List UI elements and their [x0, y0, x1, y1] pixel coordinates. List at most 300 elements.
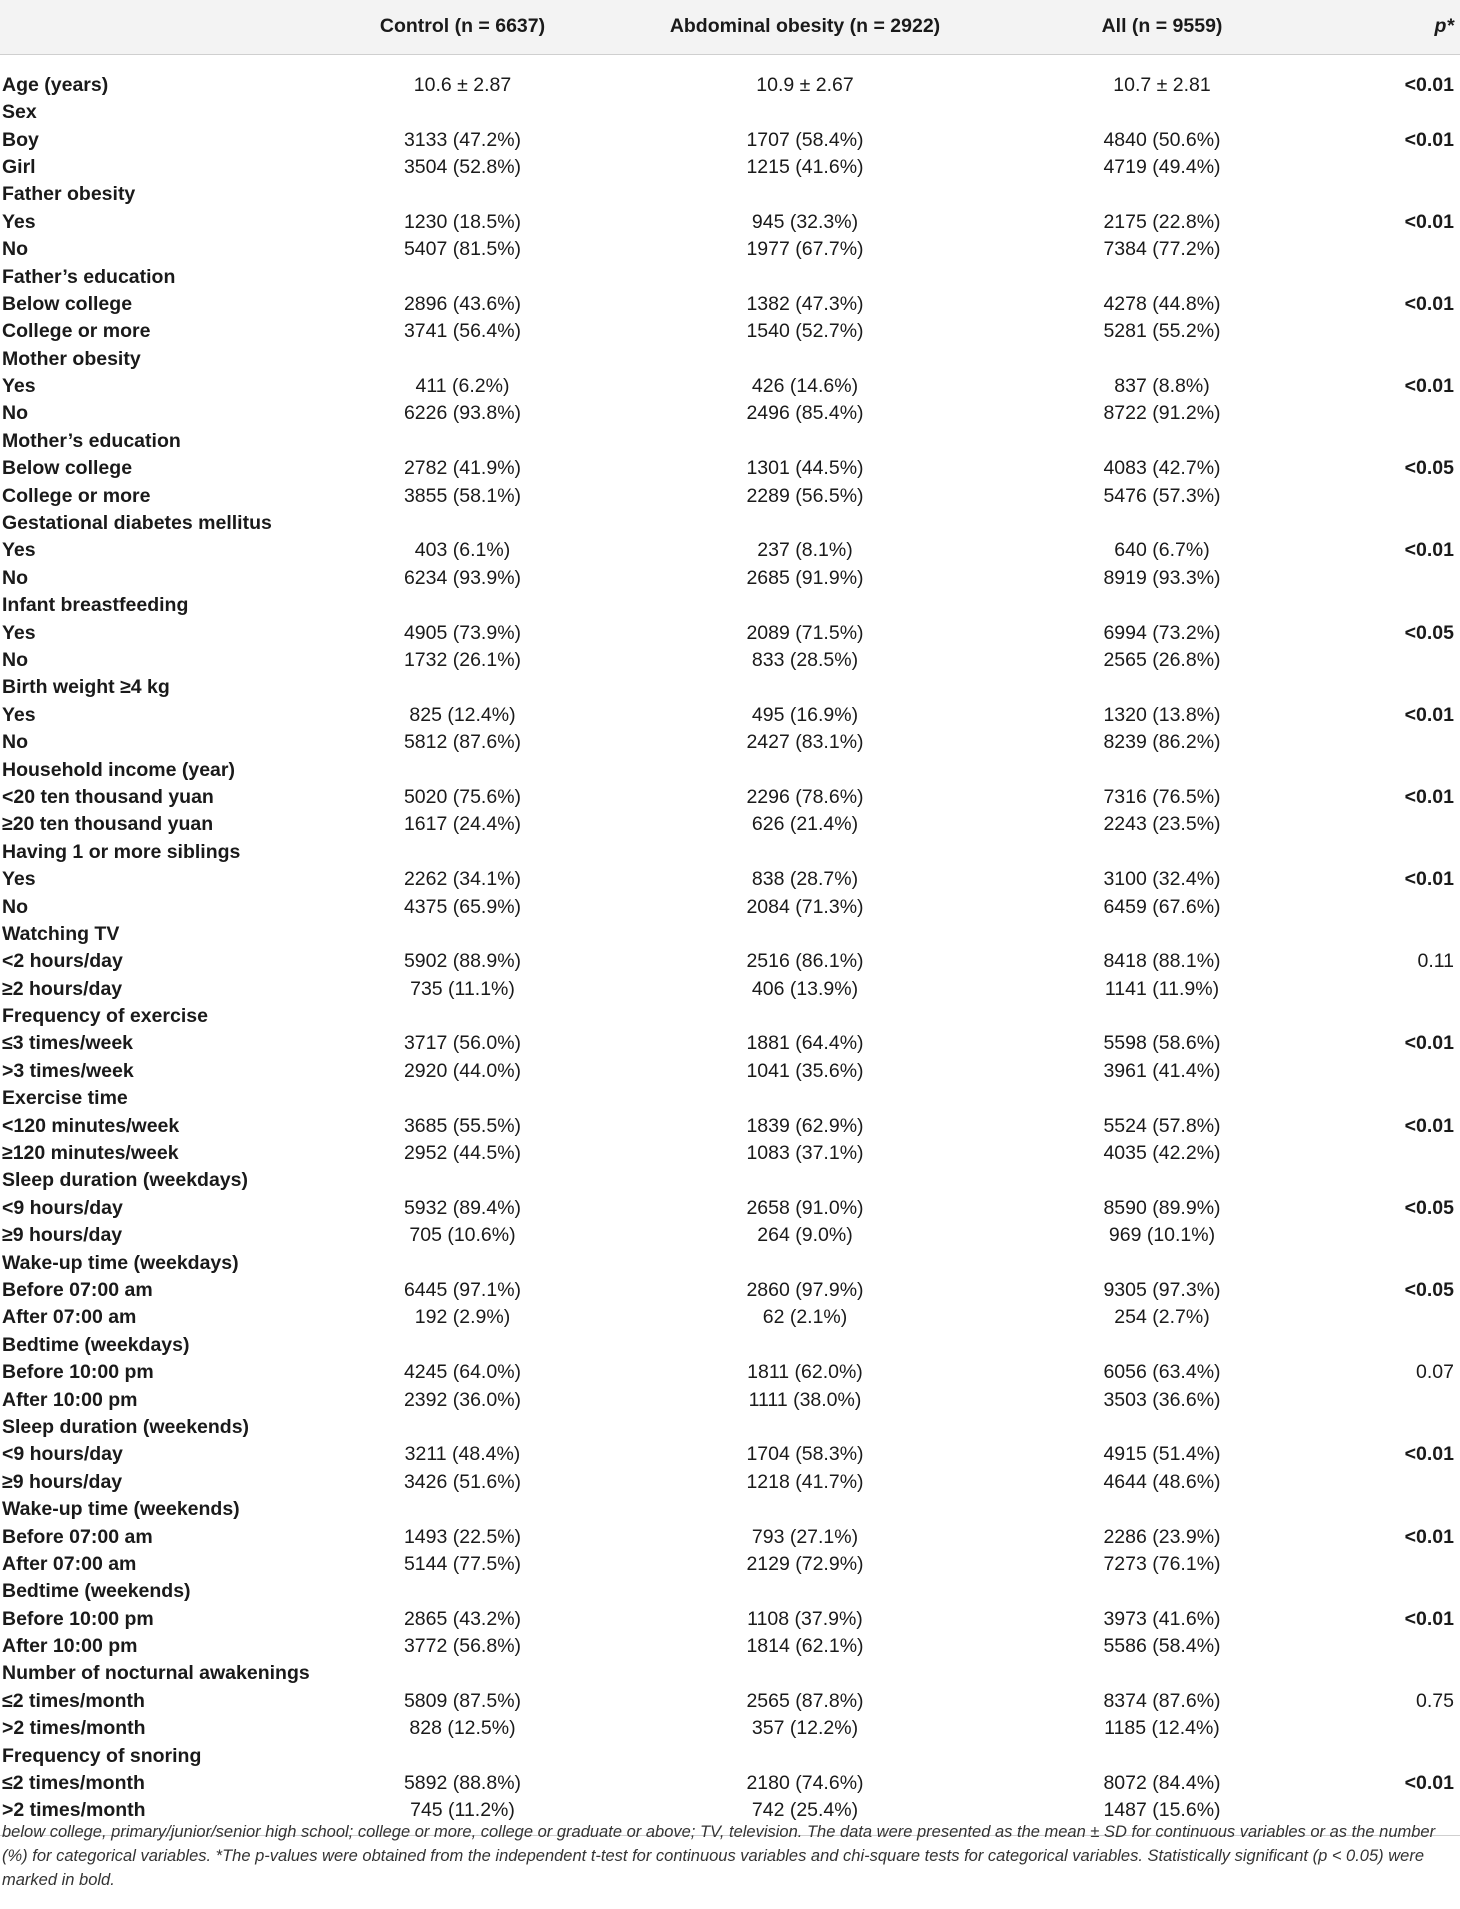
- row-label: Below college: [2, 457, 133, 480]
- row-label: <120 minutes/week: [2, 1114, 180, 1137]
- row-label: Number of nocturnal awakenings: [2, 1662, 310, 1685]
- cell-all: [1015, 1578, 1309, 1605]
- cell-p-value: [1309, 263, 1460, 290]
- row-label: ≥9 hours/day: [2, 1470, 123, 1493]
- cell-all: [1015, 1496, 1309, 1523]
- header-variable: [0, 0, 330, 54]
- table-row: [0, 1523, 1460, 1550]
- cell-control: 5144 (77.5%): [403, 1552, 522, 1575]
- row-label: ≥2 hours/day: [2, 977, 123, 1000]
- row-label: Sleep duration (weekdays): [2, 1169, 248, 1192]
- cell-control: 3211 (48.4%): [404, 1443, 521, 1466]
- row-label: Boy: [2, 128, 39, 151]
- row-label: Yes: [2, 703, 36, 726]
- cell-p-value: [1309, 510, 1460, 537]
- table-row: [0, 537, 1460, 564]
- table-row: [0, 1469, 1460, 1496]
- cell-p-value: [1309, 318, 1460, 345]
- table-body: [0, 54, 1460, 1835]
- table-footnote: below college, primary/junior/senior high school; college or more, college or graduate or above; TV, television. The data were presented as the mean ± SD for continuous variables or as the number (%) for categorical variables. *The p-values were obtained from the independent t-test for continuous variables and chi-square tests for categorical variables. Statistically significant (p < 0.05) were marked in bold.: [2, 1823, 1436, 1889]
- table-row: [0, 1633, 1460, 1660]
- cell-abdominal-obesity: 2516 (86.1%): [746, 950, 864, 973]
- cell-p-value: [1309, 811, 1460, 838]
- cell-abdominal-obesity: 10.9 ± 2.67: [756, 74, 854, 97]
- cell-all: 640 (6.7%): [1114, 539, 1210, 562]
- cell-all: [1015, 1742, 1309, 1769]
- row-label: Yes: [2, 621, 36, 644]
- cell-p-value: [1309, 1742, 1460, 1769]
- table-row: [0, 1688, 1460, 1715]
- cell-all: 4083 (42.7%): [1103, 457, 1221, 480]
- cell-p-value: [1309, 1578, 1460, 1605]
- row-label: After 10:00 pm: [2, 1388, 138, 1411]
- cell-p-value: [1309, 400, 1460, 427]
- table-row: [0, 839, 1460, 866]
- cell-abdominal-obesity: [595, 1496, 1015, 1523]
- cell-all: 8072 (84.4%): [1103, 1772, 1221, 1795]
- cell-p-value: <0.01: [1404, 703, 1454, 726]
- cell-all: 4278 (44.8%): [1103, 292, 1221, 315]
- table-row: [0, 1414, 1460, 1441]
- cell-all: 4840 (50.6%): [1103, 128, 1221, 151]
- cell-p-value: 0.07: [1416, 1361, 1454, 1384]
- table-row: [0, 263, 1460, 290]
- cell-abdominal-obesity: 2685 (91.9%): [746, 566, 864, 589]
- row-label: Infant breastfeeding: [2, 594, 189, 617]
- cell-p-value: [1309, 428, 1460, 455]
- cell-all: 7384 (77.2%): [1103, 238, 1221, 261]
- table-row: [0, 866, 1460, 893]
- cell-abdominal-obesity: [595, 756, 1015, 783]
- cell-p-value: <0.01: [1404, 1772, 1454, 1795]
- cell-all: [1015, 1085, 1309, 1112]
- row-label: Yes: [2, 539, 36, 562]
- header-row: [0, 0, 1460, 54]
- row-label: Sex: [2, 101, 37, 124]
- cell-control: 5932 (89.4%): [403, 1196, 522, 1219]
- cell-abdominal-obesity: 237 (8.1%): [757, 539, 853, 562]
- table-row: [0, 209, 1460, 236]
- row-label: College or more: [2, 484, 151, 507]
- cell-p-value: [1309, 1633, 1460, 1660]
- cell-abdominal-obesity: [595, 1414, 1015, 1441]
- cell-abdominal-obesity: 2129 (72.9%): [746, 1552, 864, 1575]
- row-label: Sleep duration (weekends): [2, 1415, 250, 1438]
- table-row: [0, 893, 1460, 920]
- cell-p-value: [1309, 1003, 1460, 1030]
- header-all: All (n = 9559): [1015, 0, 1309, 54]
- cell-p-value: [1309, 1167, 1460, 1194]
- cell-all: 2565 (26.8%): [1103, 649, 1221, 671]
- cell-p-value: [1309, 99, 1460, 126]
- row-label: Watching TV: [2, 922, 120, 945]
- cell-all: 2286 (23.9%): [1103, 1525, 1221, 1548]
- row-label: <9 hours/day: [2, 1196, 123, 1219]
- cell-abdominal-obesity: [595, 99, 1015, 126]
- cell-control: [330, 1660, 595, 1687]
- cell-control: 3855 (58.1%): [403, 484, 522, 507]
- table-header: [0, 0, 1460, 54]
- cell-all: [1015, 839, 1309, 866]
- table-row: [0, 400, 1460, 427]
- table-row: [0, 1085, 1460, 1112]
- cell-all: [1015, 1660, 1309, 1687]
- cell-abdominal-obesity: 1977 (67.7%): [746, 238, 864, 261]
- cell-p-value: <0.01: [1404, 1607, 1454, 1630]
- cell-control: [330, 1496, 595, 1523]
- table-row: [0, 154, 1460, 181]
- cell-all: [1015, 921, 1309, 948]
- cell-control: [330, 263, 595, 290]
- table-row: [0, 1195, 1460, 1222]
- table-row: [0, 1770, 1460, 1797]
- cell-abdominal-obesity: 945 (32.3%): [751, 210, 859, 233]
- cell-all: [1015, 346, 1309, 373]
- row-label: Mother’s education: [2, 429, 181, 452]
- cell-p-value: [1309, 1140, 1460, 1167]
- cell-abdominal-obesity: 742 (25.4%): [595, 1797, 1015, 1835]
- cell-p-value: <0.01: [1404, 1114, 1454, 1137]
- cell-abdominal-obesity: 793 (27.1%): [751, 1525, 859, 1548]
- table-row: [0, 1551, 1460, 1578]
- cell-p-value: <0.05: [1404, 1278, 1454, 1301]
- cell-abdominal-obesity: [595, 592, 1015, 619]
- cell-abdominal-obesity: 2084 (71.3%): [746, 895, 864, 918]
- row-label: Below college: [2, 292, 133, 315]
- row-label: <20 ten thousand yuan: [2, 785, 214, 808]
- row-label: Before 07:00 am: [2, 1525, 153, 1548]
- cell-abdominal-obesity: 2565 (87.8%): [746, 1689, 864, 1712]
- cell-p-value: <0.01: [1404, 128, 1454, 151]
- cell-abdominal-obesity: 1707 (58.4%): [746, 128, 864, 151]
- cell-p-value: [1309, 1332, 1460, 1359]
- table-row: [0, 565, 1460, 592]
- cell-p-value: <0.01: [1404, 539, 1454, 562]
- cell-all: [1015, 1249, 1309, 1276]
- cell-control: 705 (10.6%): [409, 1224, 516, 1247]
- row-label: No: [2, 895, 28, 918]
- cell-all: 837 (8.8%): [1114, 375, 1210, 398]
- table-row: [0, 54, 1460, 99]
- cell-all: 6459 (67.6%): [1103, 895, 1221, 918]
- row-label: No: [2, 566, 28, 589]
- cell-all: 6994 (73.2%): [1103, 621, 1221, 644]
- cell-abdominal-obesity: [595, 510, 1015, 537]
- cell-all: 8722 (91.2%): [1103, 402, 1221, 425]
- cell-p-value: <0.01: [1404, 1032, 1454, 1055]
- cell-control: 5902 (88.9%): [403, 950, 522, 973]
- row-label: Birth weight ≥4 kg: [2, 676, 170, 699]
- cell-abdominal-obesity: 2658 (91.0%): [746, 1196, 864, 1219]
- cell-abdominal-obesity: 62 (2.1%): [762, 1306, 848, 1329]
- cell-all: 5524 (57.8%): [1103, 1114, 1221, 1137]
- cell-p-value: [1309, 976, 1460, 1003]
- cell-control: 1493 (22.5%): [403, 1525, 522, 1548]
- cell-abdominal-obesity: [595, 674, 1015, 701]
- cell-all: 4719 (49.4%): [1103, 155, 1221, 178]
- cell-abdominal-obesity: [595, 263, 1015, 290]
- cell-control: 1617 (24.4%): [403, 813, 522, 836]
- cell-control: 10.6 ± 2.87: [413, 74, 512, 97]
- cell-all: [1015, 756, 1309, 783]
- cell-all: 8919 (93.3%): [1103, 566, 1221, 589]
- row-label: Yes: [2, 210, 36, 233]
- cell-control: 6226 (93.8%): [403, 402, 522, 425]
- table-row: [0, 1578, 1460, 1605]
- table-row: [0, 1249, 1460, 1276]
- row-label: Before 07:00 am: [2, 1278, 153, 1301]
- cell-control: 5020 (75.6%): [403, 785, 522, 808]
- row-label: ≤2 times/month: [2, 1772, 145, 1795]
- row-label: Father’s education: [2, 265, 176, 288]
- cell-p-value: [1309, 674, 1460, 701]
- table-row: [0, 346, 1460, 373]
- cell-abdominal-obesity: 1704 (58.3%): [746, 1443, 864, 1466]
- row-label: Frequency of snoring: [2, 1744, 202, 1767]
- cell-p-value: [1309, 482, 1460, 509]
- cell-abdominal-obesity: 1215 (41.6%): [746, 155, 864, 178]
- table-row: [0, 236, 1460, 263]
- table-row: [0, 1003, 1460, 1030]
- cell-abdominal-obesity: 2180 (74.6%): [746, 1772, 864, 1795]
- cell-all: [1015, 428, 1309, 455]
- row-label: Gestational diabetes mellitus: [2, 512, 272, 535]
- cell-abdominal-obesity: 1111 (38.0%): [748, 1388, 862, 1411]
- cell-abdominal-obesity: [595, 1660, 1015, 1687]
- row-label: No: [2, 402, 28, 425]
- row-label: Having 1 or more siblings: [2, 840, 241, 863]
- header-p-value: p*: [1309, 0, 1460, 54]
- cell-all: 3100 (32.4%): [1103, 868, 1221, 891]
- table-row: [0, 1605, 1460, 1632]
- cell-p-value: [1309, 236, 1460, 263]
- cell-control: 5407 (81.5%): [403, 238, 522, 261]
- row-label: <9 hours/day: [2, 1443, 123, 1466]
- cell-control: 825 (12.4%): [409, 703, 516, 726]
- table-row: [0, 1742, 1460, 1769]
- cell-all: 5476 (57.3%): [1103, 484, 1221, 507]
- row-label: ≥120 minutes/week: [2, 1142, 179, 1165]
- cell-all: 8239 (86.2%): [1103, 731, 1221, 754]
- row-label: Age (years): [2, 74, 109, 97]
- cell-p-value: <0.01: [1404, 375, 1454, 398]
- cell-control: [330, 921, 595, 948]
- cell-p-value: [1309, 592, 1460, 619]
- row-label: Wake-up time (weekdays): [2, 1251, 239, 1274]
- cell-all: 7316 (76.5%): [1103, 785, 1221, 808]
- row-label: Girl: [2, 155, 36, 178]
- cell-abdominal-obesity: 1041 (35.6%): [746, 1059, 864, 1082]
- cell-abdominal-obesity: 1083 (37.1%): [746, 1142, 864, 1165]
- cell-control: 403 (6.1%): [414, 539, 511, 562]
- cell-all: [1015, 510, 1309, 537]
- cell-abdominal-obesity: 838 (28.7%): [751, 868, 859, 891]
- cell-abdominal-obesity: [595, 346, 1015, 373]
- cell-abdominal-obesity: 2496 (85.4%): [746, 402, 864, 425]
- row-label: Household income (year): [2, 758, 235, 781]
- cell-abdominal-obesity: [595, 1578, 1015, 1605]
- cell-p-value: [1309, 1304, 1460, 1331]
- cell-all: [1015, 99, 1309, 126]
- cell-all: 8590 (89.9%): [1103, 1196, 1221, 1219]
- table-row: [0, 1030, 1460, 1057]
- cell-control: [330, 1085, 595, 1112]
- table-row: [0, 1441, 1460, 1468]
- table-row: [0, 619, 1460, 646]
- cell-control: 4905 (73.9%): [403, 621, 522, 644]
- cell-control: 3426 (51.6%): [403, 1470, 522, 1493]
- cell-all: 6056 (63.4%): [1103, 1361, 1221, 1384]
- cell-control: [330, 756, 595, 783]
- cell-p-value: [1309, 921, 1460, 948]
- table-row: [0, 126, 1460, 153]
- cell-p-value: [1309, 1715, 1460, 1742]
- row-label: College or more: [2, 320, 151, 343]
- cell-control: 4375 (65.9%): [403, 895, 522, 918]
- cell-control: 2920 (44.0%): [403, 1059, 522, 1082]
- cell-p-value: <0.01: [1404, 292, 1454, 315]
- table-row: [0, 702, 1460, 729]
- cell-control: 411 (6.2%): [415, 375, 510, 398]
- cell-p-value: <0.01: [1404, 74, 1454, 97]
- cell-control: 3717 (56.0%): [403, 1032, 522, 1055]
- cell-p-value: <0.01: [1404, 1443, 1454, 1466]
- table-row: [0, 784, 1460, 811]
- table-row: [0, 1386, 1460, 1413]
- cell-all: [1015, 263, 1309, 290]
- table-row: [0, 1058, 1460, 1085]
- cell-abdominal-obesity: [595, 1332, 1015, 1359]
- cell-all: 2243 (23.5%): [1103, 813, 1221, 836]
- cell-abdominal-obesity: 1301 (44.5%): [746, 457, 864, 480]
- cell-p-value: [1309, 1469, 1460, 1496]
- cell-abdominal-obesity: [595, 1003, 1015, 1030]
- cell-abdominal-obesity: [595, 1249, 1015, 1276]
- table-row: [0, 373, 1460, 400]
- table-row: [0, 729, 1460, 756]
- cell-control: [330, 592, 595, 619]
- row-label: ≤3 times/week: [2, 1032, 134, 1055]
- cell-all: 5586 (58.4%): [1103, 1635, 1221, 1658]
- cell-all: [1015, 592, 1309, 619]
- cell-abdominal-obesity: [595, 1742, 1015, 1769]
- cell-control: 192 (2.9%): [414, 1306, 511, 1329]
- cell-abdominal-obesity: 833 (28.5%): [751, 649, 859, 671]
- cell-control: [330, 1003, 595, 1030]
- cell-all: 4915 (51.4%): [1103, 1443, 1221, 1466]
- table-row: [0, 428, 1460, 455]
- cell-abdominal-obesity: 2296 (78.6%): [746, 785, 864, 808]
- cell-control: 1230 (18.5%): [403, 210, 522, 233]
- cell-p-value: [1309, 756, 1460, 783]
- cell-control: [330, 428, 595, 455]
- cell-p-value: <0.05: [1404, 1196, 1454, 1219]
- table-row: [0, 592, 1460, 619]
- cell-p-value: [1309, 154, 1460, 181]
- row-label: Mother obesity: [2, 347, 141, 370]
- cell-p-value: [1309, 1496, 1460, 1523]
- cell-abdominal-obesity: 1218 (41.7%): [746, 1470, 864, 1493]
- table-row: [0, 99, 1460, 126]
- cell-all: 8374 (87.6%): [1103, 1689, 1221, 1712]
- row-label: Bedtime (weekends): [2, 1580, 191, 1603]
- cell-all: 5281 (55.2%): [1103, 320, 1221, 343]
- cell-control: 4245 (64.0%): [403, 1361, 522, 1384]
- table-row: [0, 647, 1460, 674]
- cell-all: [1015, 1003, 1309, 1030]
- table-row: [0, 1359, 1460, 1386]
- table-row: [0, 976, 1460, 1003]
- cell-abdominal-obesity: 264 (9.0%): [757, 1224, 853, 1247]
- cell-p-value: <0.01: [1404, 785, 1454, 808]
- cell-p-value: <0.05: [1404, 621, 1454, 644]
- cell-p-value: [1309, 647, 1460, 674]
- row-label: >2 times/month: [0, 1797, 330, 1835]
- cell-control: 3685 (55.5%): [403, 1114, 522, 1137]
- cell-all: [1015, 674, 1309, 701]
- cell-control: [330, 346, 595, 373]
- cell-abdominal-obesity: [595, 181, 1015, 208]
- row-label: >3 times/week: [2, 1059, 134, 1082]
- table-row: [0, 455, 1460, 482]
- cell-p-value: 0.75: [1416, 1689, 1454, 1712]
- cell-control: [330, 99, 595, 126]
- cell-control: 5812 (87.6%): [403, 731, 522, 754]
- cell-all: 4644 (48.6%): [1103, 1470, 1221, 1493]
- cell-all: [1015, 1167, 1309, 1194]
- cell-all: 969 (10.1%): [1108, 1224, 1216, 1247]
- cell-all: 1185 (12.4%): [1104, 1717, 1220, 1740]
- row-label: ≥20 ten thousand yuan: [2, 813, 214, 836]
- cell-control: [330, 839, 595, 866]
- row-label: After 10:00 pm: [2, 1635, 138, 1658]
- cell-p-value: [1309, 181, 1460, 208]
- table-row: [0, 921, 1460, 948]
- cell-abdominal-obesity: 357 (12.2%): [751, 1717, 859, 1740]
- cell-all: 10.7 ± 2.81: [1113, 74, 1211, 97]
- row-label: ≥9 hours/day: [2, 1224, 123, 1247]
- cell-control: 2782 (41.9%): [403, 457, 522, 480]
- table-row: [0, 1112, 1460, 1139]
- row-label: >2 times/month: [2, 1717, 146, 1740]
- cell-abdominal-obesity: 626 (21.4%): [751, 813, 859, 836]
- table-row: [0, 318, 1460, 345]
- cell-p-value: [1309, 893, 1460, 920]
- row-label: Exercise time: [2, 1087, 128, 1110]
- cell-control: [330, 674, 595, 701]
- cell-p-value: 0.11: [1417, 950, 1454, 973]
- table-row: [0, 482, 1460, 509]
- cell-abdominal-obesity: 1382 (47.3%): [746, 292, 864, 315]
- cell-control: 745 (11.2%): [330, 1797, 595, 1835]
- cell-all: 2175 (22.8%): [1103, 210, 1221, 233]
- cell-abdominal-obesity: [595, 1085, 1015, 1112]
- cell-abdominal-obesity: 1881 (64.4%): [746, 1032, 864, 1055]
- cell-all: 254 (2.7%): [1114, 1306, 1210, 1329]
- cell-control: 2952 (44.5%): [403, 1142, 522, 1165]
- table-row: [0, 1715, 1460, 1742]
- cell-all: 1320 (13.8%): [1103, 703, 1221, 726]
- table-row: [0, 1277, 1460, 1304]
- table-row: [0, 1222, 1460, 1249]
- cell-control: 2865 (43.2%): [403, 1607, 522, 1630]
- cell-abdominal-obesity: 1540 (52.7%): [746, 320, 864, 343]
- cell-control: 6445 (97.1%): [403, 1278, 522, 1301]
- cell-abdominal-obesity: [595, 428, 1015, 455]
- cell-abdominal-obesity: 2427 (83.1%): [746, 731, 864, 754]
- cell-control: 5809 (87.5%): [403, 1689, 522, 1712]
- cell-control: [330, 1414, 595, 1441]
